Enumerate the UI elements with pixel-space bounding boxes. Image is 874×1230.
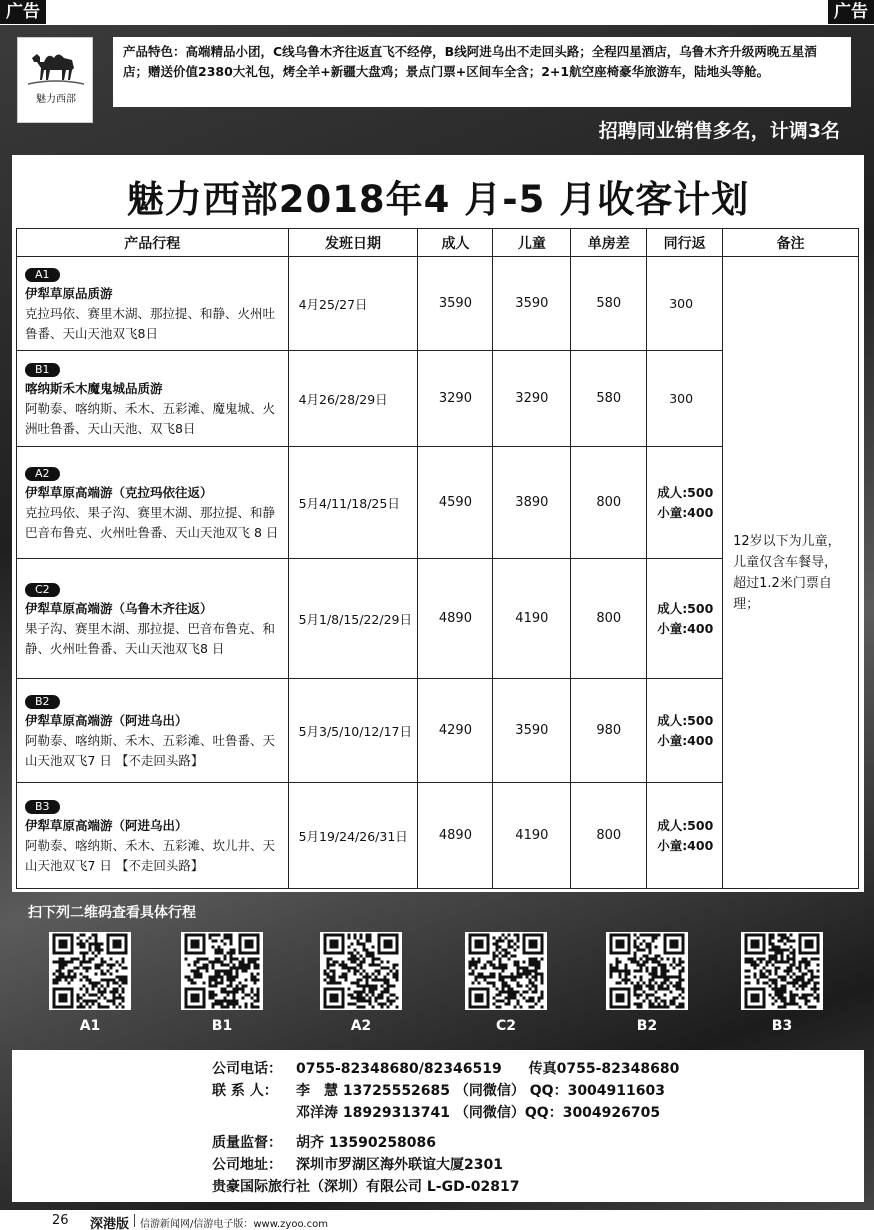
single-supplement: 800	[571, 559, 647, 679]
address-label: 公司地址：	[212, 1157, 282, 1173]
route-name: 伊犁草原高端游（克拉玛依往返）	[25, 484, 213, 500]
route-cell	[17, 351, 289, 447]
return-child: 小童:400	[657, 732, 714, 748]
child-price: 3890	[493, 447, 571, 559]
return-child: 小童:400	[657, 837, 714, 853]
quality-line	[212, 1132, 679, 1154]
child-price: 4190	[493, 783, 571, 889]
route-cell	[17, 783, 289, 889]
address-line	[212, 1154, 679, 1176]
return-cell	[647, 679, 723, 783]
table-row	[17, 257, 859, 351]
route-name: 伊犁草原高端游（乌鲁木齐往返）	[25, 600, 213, 616]
route-cell	[17, 559, 289, 679]
qr-code-b2[interactable]	[606, 932, 688, 1034]
tour-plan-table	[16, 228, 859, 889]
plan-panel	[12, 155, 864, 892]
company-logo	[17, 37, 93, 123]
adult-price: 4290	[418, 679, 493, 783]
date-cell: 5月1/8/15/22/29日	[288, 559, 418, 679]
page-title: 魅力西部2018年4 月-5 月收客计划	[126, 178, 750, 221]
return-cell	[647, 783, 723, 889]
header-child: 儿童	[493, 229, 571, 257]
qr-code-icon	[181, 932, 263, 1010]
note-cell: 12岁以下为儿童，儿童仅含车餐导，超过1.2米门票自理；	[723, 257, 859, 889]
route-code-badge: B3	[25, 800, 60, 814]
single-supplement: 580	[571, 257, 647, 351]
contact-panel	[12, 1050, 864, 1202]
edition-label: 深港版	[90, 1217, 130, 1230]
header-adult: 成人	[418, 229, 493, 257]
adult-price: 3290	[418, 351, 493, 447]
return-value: 300	[669, 295, 694, 311]
child-price: 4190	[493, 559, 571, 679]
phone-value: 0755-82348680/82346519	[296, 1061, 502, 1077]
phone-label: 公司电话：	[212, 1061, 282, 1077]
date-cell: 5月3/5/10/12/17日	[288, 679, 418, 783]
header-return: 同行返	[647, 229, 723, 257]
qr-section	[12, 892, 864, 1044]
page-number: 26	[52, 1213, 69, 1228]
qr-code-b3[interactable]	[741, 932, 823, 1034]
route-detail: 克拉玛依、果子沟、赛里木湖、那拉提、和静巴音布鲁克、火州吐鲁番、天山天池双飞 8 日	[25, 504, 279, 540]
qr-label: B2	[636, 1018, 658, 1034]
header-date: 发班日期	[288, 229, 418, 257]
adult-price: 4590	[418, 447, 493, 559]
return-cell	[647, 559, 723, 679]
contact-line-2	[212, 1102, 679, 1124]
date-cell: 4月25/27日	[288, 257, 418, 351]
route-name: 伊犁草原高端游（阿进乌出）	[25, 712, 188, 728]
route-detail: 阿勒泰、喀纳斯、禾木、五彩滩、坎儿井、天山天池双飞7 日 【不走回头路】	[25, 837, 276, 873]
single-supplement: 800	[571, 783, 647, 889]
qr-label: B1	[211, 1018, 233, 1034]
contact-line	[212, 1080, 679, 1102]
return-adult: 成人:500	[657, 712, 714, 728]
date-cell: 5月19/24/26/31日	[288, 783, 418, 889]
route-detail: 克拉玛依、赛里木湖、那拉提、和静、火州吐鲁番、天山天池双飞8日	[25, 305, 276, 341]
fax-value: 传真0755-82348680	[528, 1061, 680, 1077]
qr-code-icon	[741, 932, 823, 1010]
route-name: 伊犁草原高端游（阿进乌出）	[25, 817, 188, 833]
quality-value: 胡齐 13590258086	[296, 1135, 437, 1151]
address-value: 深圳市罗湖区海外联谊大厦2301	[296, 1157, 503, 1173]
return-adult: 成人:500	[657, 817, 714, 833]
single-supplement: 580	[571, 351, 647, 447]
return-value: 300	[669, 390, 694, 406]
route-code-badge: B2	[25, 695, 60, 709]
route-code-badge: C2	[25, 583, 60, 597]
ad-tag-left: 广告	[0, 0, 46, 24]
route-detail: 阿勒泰、喀纳斯、禾木、五彩滩、魔鬼城、火洲吐鲁番、天山天池、双飞8日	[25, 400, 276, 436]
route-cell	[17, 447, 289, 559]
table-header-row	[17, 229, 859, 257]
logo-text: 魅力西部	[36, 94, 76, 105]
qr-code-icon	[320, 932, 402, 1010]
child-price: 3590	[493, 679, 571, 783]
qr-code-b1[interactable]	[181, 932, 263, 1034]
qr-code-c2[interactable]	[465, 932, 547, 1034]
return-cell	[647, 351, 723, 447]
route-detail: 阿勒泰、喀纳斯、禾木、五彩滩、吐鲁番、天山天池双飞7 日 【不走回头路】	[25, 732, 276, 768]
qr-title: 扫下列二维码查看具体行程	[28, 905, 196, 921]
page-footer	[0, 1210, 874, 1230]
recruit-banner: 招聘同业销售多名，计调3名	[598, 120, 840, 142]
route-code-badge: A2	[25, 467, 60, 481]
route-name: 喀纳斯禾木魔鬼城品质游	[25, 380, 163, 396]
child-price: 3590	[493, 257, 571, 351]
route-cell	[17, 257, 289, 351]
qr-label: B3	[771, 1018, 793, 1034]
single-supplement: 980	[571, 679, 647, 783]
child-price: 3290	[493, 351, 571, 447]
footer-divider	[134, 1214, 135, 1227]
return-adult: 成人:500	[657, 484, 714, 500]
date-cell: 5月4/11/18/25日	[288, 447, 418, 559]
return-adult: 成人:500	[657, 600, 714, 616]
ad-tag-right: 广告	[828, 0, 874, 24]
contact-label: 联 系 人：	[212, 1083, 278, 1099]
company-line: 贵豪国际旅行社（深圳）有限公司 L-GD-02817	[212, 1179, 520, 1195]
qr-label: A1	[79, 1018, 101, 1034]
return-child: 小童:400	[657, 504, 714, 520]
single-supplement: 800	[571, 447, 647, 559]
qr-label: C2	[495, 1018, 516, 1034]
adult-price: 4890	[418, 783, 493, 889]
route-cell	[17, 679, 289, 783]
camel-icon	[28, 48, 84, 88]
header-single: 单房差	[571, 229, 647, 257]
header-note: 备注	[723, 229, 859, 257]
contact-person-1: 李 慧 13725552685 （同微信） QQ：3004911603	[296, 1083, 665, 1099]
header-route: 产品行程	[17, 229, 289, 257]
adult-price: 4890	[418, 559, 493, 679]
qr-code-icon	[606, 932, 688, 1010]
phone-line	[212, 1058, 679, 1080]
return-child: 小童:400	[657, 620, 714, 636]
qr-code-icon	[465, 932, 547, 1010]
route-code-badge: B1	[25, 363, 60, 377]
route-detail: 果子沟、赛里木湖、那拉提、巴音布鲁克、和静、火州吐鲁番、天山天池双飞8 日	[25, 620, 276, 656]
route-name: 伊犁草原品质游	[25, 285, 113, 301]
contact-person-2: 邓洋涛 18929313741 （同微信）QQ：3004926705	[296, 1105, 661, 1121]
qr-code-a1[interactable]	[49, 932, 131, 1034]
qr-label: A2	[350, 1018, 372, 1034]
route-code-badge: A1	[25, 268, 60, 282]
date-cell: 4月26/28/29日	[288, 351, 418, 447]
return-cell	[647, 447, 723, 559]
qr-code-a2[interactable]	[320, 932, 402, 1034]
qr-code-icon	[49, 932, 131, 1010]
product-features: 产品特色：高端精品小团，C线乌鲁木齐往返直飞不经停，B线阿进乌出不走回头路；全程四星酒店，乌鲁木齐升级两晚五星酒店；赠送价值2380大礼包，烤全羊+新疆大盘鸡；景点门票+区间车全含；2+1航空座椅豪华旅游车，陆地头等舱。	[113, 37, 851, 107]
return-cell	[647, 257, 723, 351]
quality-label: 质量监督：	[212, 1135, 282, 1151]
adult-price: 3590	[418, 257, 493, 351]
site-label: 信游新闻网/信游电子版：www.zyoo.com	[140, 1219, 328, 1230]
